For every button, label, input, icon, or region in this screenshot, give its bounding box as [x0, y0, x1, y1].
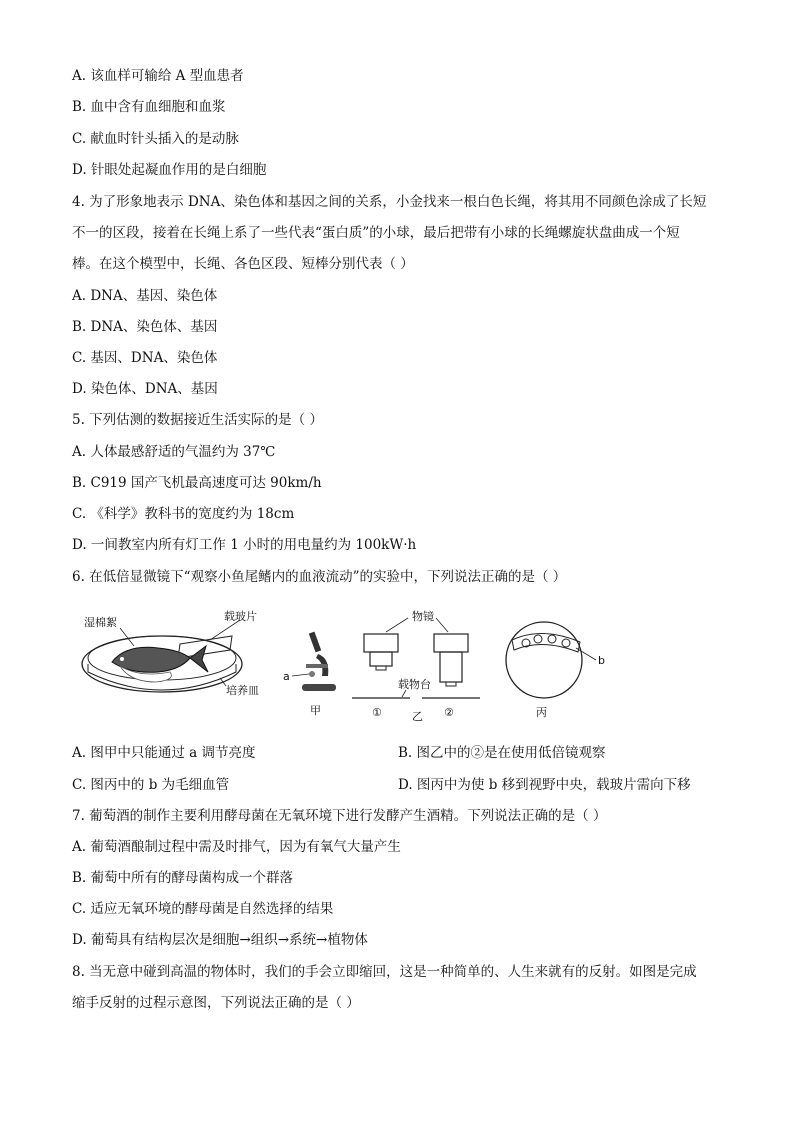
q6-figure: [80, 604, 620, 728]
label-wet-cotton: 湿棉絮: [84, 616, 117, 629]
microscope-stage: [306, 664, 328, 668]
q3-option-a: A. 该血样可输给 A 型血患者: [72, 68, 244, 84]
q4-stem-line-3: 棒。在这个模型中，长绳、各色区段、短棒分别代表（ ）: [72, 256, 414, 272]
q4-option-d: D. 染色体、DNA、基因: [72, 381, 218, 397]
q8-stem-line-2: 缩手反射的过程示意图，下列说法正确的是（ ）: [72, 995, 360, 1011]
label-stage: 载物台: [398, 678, 431, 691]
q6-stem: 6. 在低倍显微镜下“观察小鱼尾鳍内的血液流动”的实验中，下列说法正确的是（ ）: [72, 569, 567, 585]
q5-option-c: C. 《科学》教科书的宽度约为 18cm: [72, 506, 295, 522]
leader-stage: [402, 690, 406, 697]
q4-option-c: C. 基因、DNA、染色体: [72, 350, 218, 366]
q5-option-a: A. 人体最感舒适的气温约为 37℃: [72, 444, 276, 460]
leader-wet-cotton: [120, 628, 134, 646]
objective-1-lens: [370, 652, 392, 666]
label-slide: 载玻片: [224, 610, 257, 623]
leader-objective-1: [386, 618, 408, 632]
leader-b: [576, 648, 596, 660]
q5-option-b: B. C919 国产飞机最高速度可达 90km/h: [72, 475, 322, 491]
label-dish: 培养皿: [226, 684, 259, 697]
label-jia: 甲: [310, 704, 321, 717]
label-objective: 物镜: [412, 610, 434, 623]
objective-2-lens: [440, 652, 462, 682]
leader-objective-2: [436, 618, 448, 632]
q6-option-a: A. 图甲中只能通过 a 调节亮度: [72, 745, 256, 761]
q4-option-b: B. DNA、染色体、基因: [72, 319, 218, 335]
microscope-base: [302, 684, 336, 691]
petri-dish-illustration: [82, 609, 259, 697]
fish-tail: [190, 646, 208, 672]
q4-option-a: A. DNA、基因、染色体: [72, 288, 218, 304]
q5-stem: 5. 下列估测的数据接近生活实际的是（ ）: [72, 412, 323, 428]
q5-option-d: D. 一间教室内所有灯工作 1 小时的用电量约为 100kW·h: [72, 537, 417, 553]
q3-option-c: C. 献血时针头插入的是动脉: [72, 131, 239, 147]
red-blood-cell-4: [562, 639, 570, 647]
label-b: b: [598, 654, 605, 667]
fish-eye: [120, 657, 124, 661]
objective-comparison: [352, 609, 480, 723]
leader-a: [292, 674, 309, 676]
q3-option-b: B. 血中含有血细胞和血浆: [72, 99, 226, 115]
q6-figure-svg: [80, 604, 620, 728]
label-a: a: [283, 670, 290, 683]
microscope-illustration: [283, 632, 336, 717]
q4-stem-line-2: 不一的区段，接着在长绳上系了一些代表“蛋白质”的小球，最后把带有小球的长绳螺旋状盘曲成一个短: [72, 225, 680, 241]
q7-option-b: B. 葡萄中所有的酵母菌构成一个群落: [72, 870, 294, 886]
q6-option-d: D. 图丙中为使 b 移到视野中央，载玻片需向下移: [398, 777, 691, 793]
microscope-mirror: [309, 671, 315, 677]
label-2: ②: [444, 706, 454, 719]
objective-1-barrel: [364, 634, 398, 652]
microscope-tube: [309, 632, 321, 653]
label-bing: 丙: [536, 706, 547, 719]
q6-option-c: C. 图丙中的 b 为毛细血管: [72, 777, 230, 793]
objective-2-barrel: [434, 634, 468, 652]
q4-stem-line-1: 4. 为了形象地表示 DNA、染色体和基因之间的关系，小金找来一根白色长绳，将其用不同颜色涂成了长短: [72, 194, 707, 210]
q7-option-d: D. 葡萄具有结构层次是细胞→组织→系统→植物体: [72, 932, 368, 948]
red-blood-cell-2: [534, 635, 542, 643]
label-1: ①: [372, 706, 382, 719]
q7-stem: 7. 葡萄酒的制作主要利用酵母菌在无氧环境下进行发酵产生酒精。下列说法正确的是（ ）: [72, 808, 607, 824]
q3-option-d: D. 针眼处起凝血作用的是白细胞: [72, 162, 267, 178]
q6-option-b: B. 图乙中的②是在使用低倍镜观察: [398, 745, 606, 761]
q8-stem-line-1: 8. 当无意中碰到高温的物体时，我们的手会立即缩回，这是一种简单的、人生来就有的反射。如图是完成: [72, 964, 697, 980]
red-blood-cell-3: [548, 635, 556, 643]
field-of-view: [506, 622, 605, 719]
q7-option-a: A. 葡萄酒酿制过程中需及时排气，因为有氧气大量产生: [72, 839, 401, 855]
q7-option-c: C. 适应无氧环境的酵母菌是自然选择的结果: [72, 901, 334, 917]
label-yi: 乙: [412, 710, 423, 723]
